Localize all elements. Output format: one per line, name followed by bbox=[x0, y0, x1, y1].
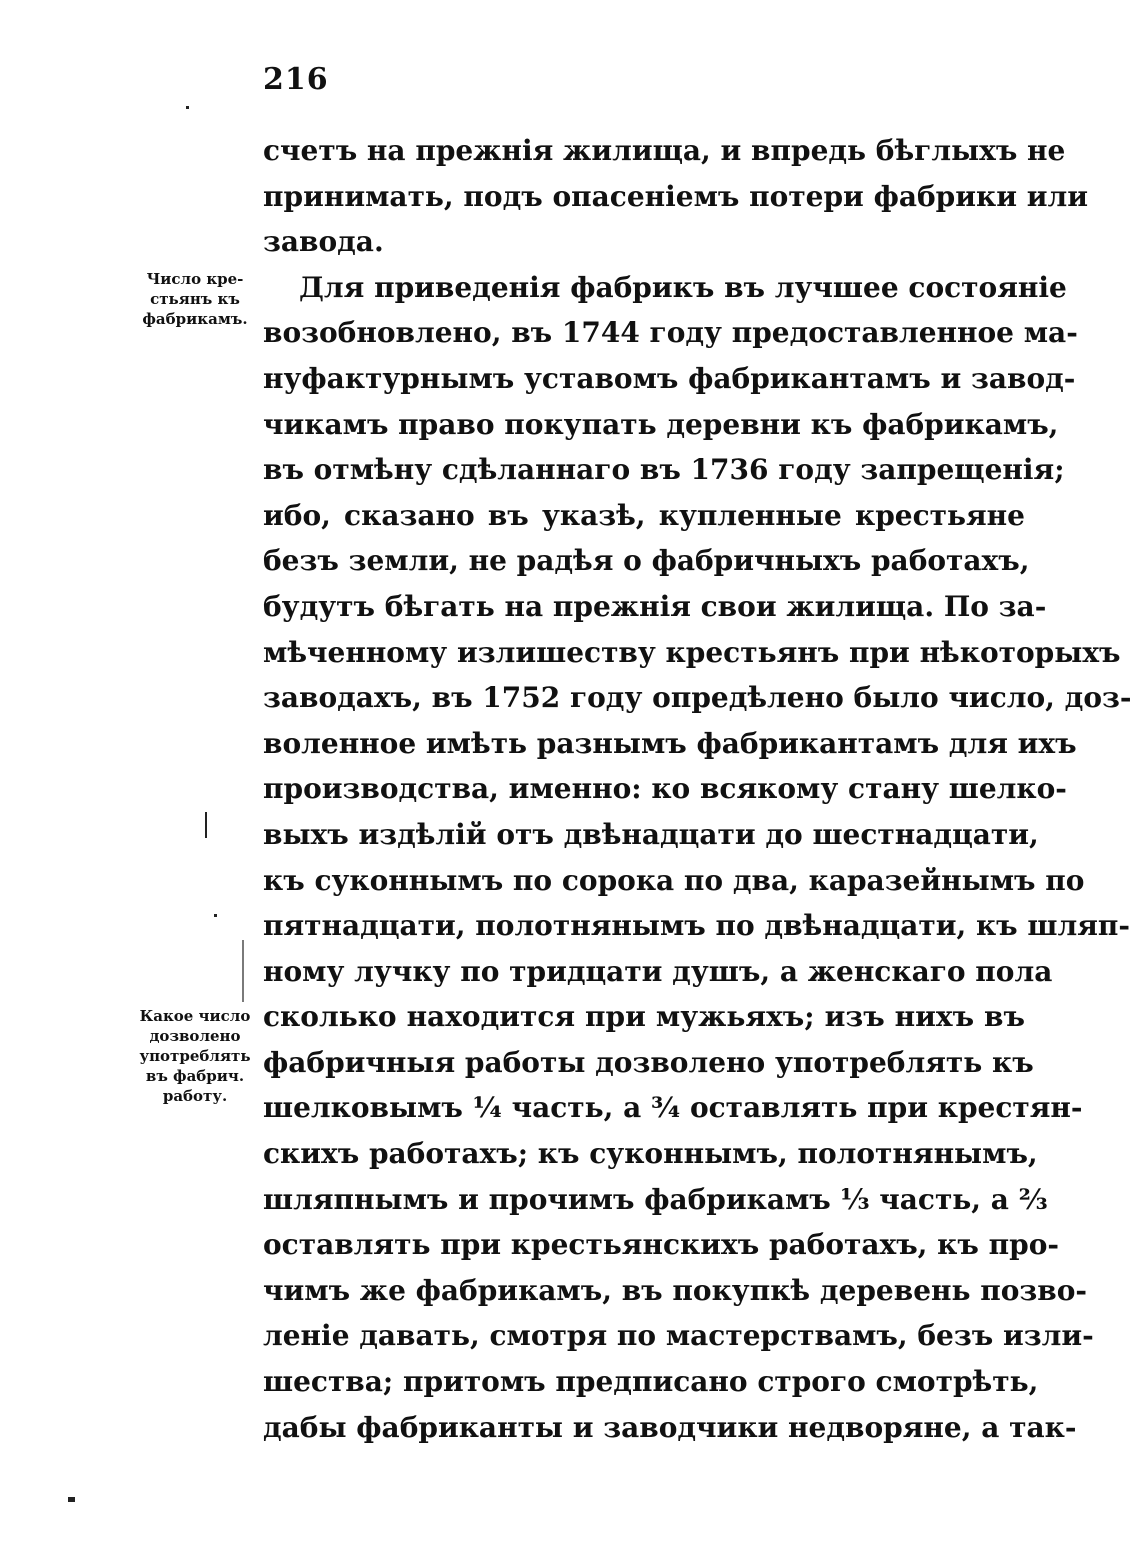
text-line: шества; притомъ предписано строго смотрѣть, bbox=[263, 1365, 1039, 1399]
text-line: чикамъ право покупать деревни къ фабрикамъ, bbox=[263, 407, 1059, 441]
text-line: чимъ же фабрикамъ, въ покупкѣ деревень позво- bbox=[263, 1273, 1088, 1307]
text-line: производства, именно: ко всякому стану шелко- bbox=[263, 772, 1067, 806]
margin-note-line: Число кре- bbox=[146, 270, 244, 288]
margin-note-line: въ фабрич. bbox=[145, 1067, 245, 1085]
margin-note-line: работу. bbox=[162, 1087, 228, 1105]
text-line: шляпнымъ и прочимъ фабрикамъ ⅓ часть, а ⅔ bbox=[263, 1182, 1048, 1216]
text-line: выхъ издѣлій отъ двѣнадцати до шестнадцати, bbox=[263, 817, 1039, 851]
text-line: Для приведенія фабрикъ въ лучшее состояніе bbox=[299, 270, 1067, 304]
text-line: завода. bbox=[263, 225, 384, 259]
margin-note-line: стьянъ къ bbox=[150, 290, 240, 308]
scan-speck bbox=[68, 1497, 75, 1502]
body-text bbox=[263, 128, 1132, 1450]
margin-note-peasants-count bbox=[120, 269, 270, 329]
text-line: въ отмѣну сдѣланнаго въ 1736 году запрещенія; bbox=[263, 453, 1065, 487]
scan-speck bbox=[242, 940, 244, 1002]
text-line: заводахъ, въ 1752 году опредѣлено было число, доз- bbox=[263, 681, 1132, 715]
margin-note-line: дозволено bbox=[149, 1027, 241, 1045]
text-line: принимать, подъ опасеніемъ потери фабрики или bbox=[263, 179, 1089, 213]
text-line: возобновлено, въ 1744 году предоставленное ма- bbox=[263, 316, 1078, 350]
page-number: 216 bbox=[263, 62, 329, 97]
text-line: воленное имѣть разнымъ фабрикантамъ для ихъ bbox=[263, 726, 1077, 760]
text-line: леніе давать, смотря по мастерствамъ, безъ изли- bbox=[263, 1319, 1094, 1353]
text-line: дабы фабриканты и заводчики недворяне, а так- bbox=[263, 1410, 1077, 1444]
text-line: пятнадцати, полотнянымъ по двѣнадцати, къ шляп- bbox=[263, 909, 1131, 943]
scan-speck bbox=[205, 812, 207, 838]
text-line: шелковымъ ¼ часть, а ¾ оставлять при крестян- bbox=[263, 1091, 1083, 1125]
text-line: оставлять при крестьянскихъ работахъ, къ про- bbox=[263, 1228, 1059, 1262]
text-line: сколько находится при мужьяхъ; изъ нихъ въ bbox=[263, 1000, 1025, 1034]
margin-note-line: Какое число bbox=[139, 1007, 251, 1025]
text-line: счетъ на прежнія жилища, и впредь бѣглыхъ не bbox=[263, 134, 1066, 167]
margin-note-line: употреблять bbox=[139, 1047, 251, 1065]
text-line: фабричныя работы дозволено употреблять къ bbox=[263, 1045, 1034, 1079]
text-line: ному лучку по тридцати душъ, а женскаго пола bbox=[263, 954, 1053, 988]
text-line: безъ земли, не радѣя о фабричныхъ работахъ, bbox=[263, 544, 1030, 578]
margin-note-line: фабрикамъ. bbox=[142, 310, 248, 328]
text-line: мѣченному излишеству крестьянъ при нѣкоторыхъ bbox=[263, 635, 1121, 669]
margin-note-allowed-number bbox=[120, 1006, 270, 1106]
text-line: скихъ работахъ; къ суконнымъ, полотнянымъ, bbox=[263, 1137, 1038, 1171]
text-line: нуфактурнымъ уставомъ фабрикантамъ и завод- bbox=[263, 361, 1076, 395]
text-line: къ суконнымъ по сорока по два, каразейнымъ по bbox=[263, 863, 1085, 897]
text-line: ибо, сказано въ указѣ, купленные крестьяне bbox=[263, 498, 1025, 532]
scan-speck bbox=[186, 106, 189, 109]
text-line: будутъ бѣгать на прежнія свои жилища. По за- bbox=[263, 589, 1047, 623]
scan-speck bbox=[214, 914, 217, 917]
